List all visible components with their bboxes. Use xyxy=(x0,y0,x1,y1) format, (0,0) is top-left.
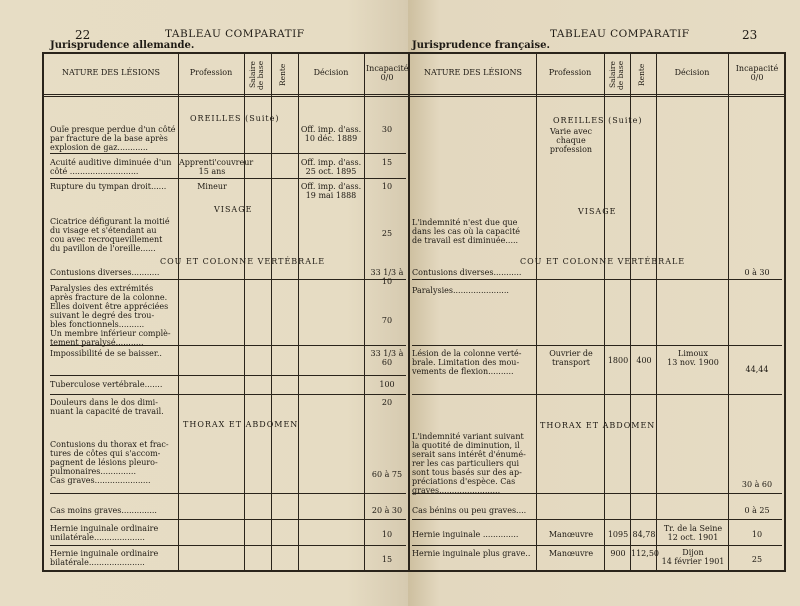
right-row-7-nature: Hernie inguinale .............. xyxy=(412,530,519,539)
left-page-number: 22 xyxy=(75,28,91,42)
left-row-2-nature: Acuité auditive diminuée d'un côté ........................... xyxy=(50,158,172,176)
left-row-12-incap: 10 xyxy=(381,530,393,539)
right-section-thorax: THORAX ET ABDOMEN xyxy=(540,421,656,430)
left-header-rente: Rente xyxy=(278,63,287,87)
left-row-12-nature: Hernie inguinale ordinaire unilatérale.................... xyxy=(50,524,159,542)
left-row-4-nature: Cicatrice défigurant la moitié du visage et s'étendant au cou avec recroquevillement du pavillon de l'oreille...... xyxy=(50,217,170,253)
right-header-decision: Décision xyxy=(674,68,710,77)
left-row-11-nature: Cas moins graves.............. xyxy=(50,506,157,515)
left-row-1-nature: Ouïe presque perdue d'un côté par fracture de la base après explosion de gaz............ xyxy=(50,125,176,152)
right-subtitle: Jurisprudence française. xyxy=(412,40,550,51)
left-row-6-incap: 70 xyxy=(381,316,393,325)
left-header-salaire: Salaire de base xyxy=(248,60,265,90)
left-row-5-nature: Contusions diverses........... xyxy=(50,268,160,277)
right-row-8-salaire: 900 xyxy=(610,549,626,558)
right-row-8-profession: Manœuvre xyxy=(548,549,594,558)
right-row-7-incap: 10 xyxy=(751,530,763,539)
right-header-profession: Profession xyxy=(548,68,592,77)
right-row-8-nature: Hernie inguinale plus grave.. xyxy=(412,549,531,558)
left-row-11-incap: 20 à 30 xyxy=(371,506,403,515)
right-row-8-rente: 112,50 xyxy=(631,549,659,558)
right-row-5-incap: 30 à 60 xyxy=(741,480,773,489)
left-header-profession: Profession xyxy=(189,68,233,77)
right-running-title: TABLEAU COMPARATIF xyxy=(550,28,690,40)
right-row-1-nature: L'indemnité n'est due que dans les cas où la capacité de travail est diminuée..... xyxy=(412,218,521,245)
left-row-3-incap: 10 xyxy=(381,182,393,191)
right-row-6-nature: Cas bénins ou peu graves.... xyxy=(412,506,527,515)
left-row-13-nature: Hernie inguinale ordinaire bilatérale...................... xyxy=(50,549,159,567)
left-header-nature: NATURE DES LÉSIONS xyxy=(62,68,160,77)
right-header-nature: NATURE DES LÉSIONS xyxy=(424,68,522,77)
left-header-decision: Décision xyxy=(313,68,349,77)
right-row-4-profession: Ouvrier de transport xyxy=(549,349,593,367)
left-section-oreilles: OREILLES (Suite) xyxy=(190,114,280,123)
left-row-1-decision: Off. imp. d'ass. 10 déc. 1889 xyxy=(300,125,362,143)
left-row-3-nature: Rupture du tympan droit...... xyxy=(50,182,167,191)
left-row-4-incap: 25 xyxy=(381,229,393,238)
right-row-6-incap: 0 à 25 xyxy=(744,506,770,515)
right-row-2-incap: 0 à 30 xyxy=(744,268,770,277)
left-row-3-decision: Off. imp. d'ass. 19 mai 1888 xyxy=(300,182,362,200)
right-row-3-nature: Paralysies...................... xyxy=(412,286,509,295)
right-section-cou: COU ET COLONNE VERTÉBRALE xyxy=(520,257,686,266)
right-section-visage: VISAGE xyxy=(578,207,617,216)
left-row-2-incap: 15 xyxy=(381,158,393,167)
left-row-5-incap: 33 1/3 à 10 xyxy=(370,268,404,286)
left-row-10-incap: 60 à 75 xyxy=(371,470,403,479)
left-section-cou: COU ET COLONNE VERTÉBRALE xyxy=(160,257,326,266)
right-section-oreilles: OREILLES (Suite) xyxy=(553,116,643,125)
left-header-incapacite: Incapacité 0/0 xyxy=(366,64,408,82)
left-row-2-profession: Apprenti'couvreur 15 ans xyxy=(179,158,254,176)
right-row-4-nature: Lésion de la colonne verté- brale. Limitation des mou- vements de flexion.......... xyxy=(412,349,522,376)
right-row-8-decision: Dijon 14 février 1901 xyxy=(661,548,725,566)
right-header-rente: Rente xyxy=(637,63,646,87)
left-section-thorax: THORAX ET ABDOMEN xyxy=(183,420,299,429)
right-row-7-decision: Tr. de la Seine 12 oct. 1901 xyxy=(663,524,723,542)
right-page xyxy=(408,0,800,606)
left-row-3-profession: Mineur xyxy=(197,182,227,191)
right-row-4-incap: 44,44 xyxy=(745,365,769,374)
right-page-number: 23 xyxy=(742,28,758,42)
right-header-incapacite: Incapacité 0/0 xyxy=(735,64,779,82)
left-row-7-incap: 33 1/3 à 60 xyxy=(370,349,404,367)
left-subtitle: Jurisprudence allemande. xyxy=(50,40,195,51)
left-row-9-nature: Douleurs dans le dos dimi- nuant la capacité de travail. xyxy=(50,398,164,416)
left-row-9-incap: 20 xyxy=(381,398,393,407)
left-row-2-decision: Off. imp. d'ass. 25 oct. 1895 xyxy=(300,158,362,176)
left-running-title: TABLEAU COMPARATIF xyxy=(165,28,305,40)
right-row-7-salaire: 1095 xyxy=(607,530,629,539)
right-row-7-profession: Manœuvre xyxy=(548,530,594,539)
left-row-8-nature: Tuberculose vertébrale....... xyxy=(50,380,163,389)
left-row-10-nature: Contusions du thorax et frac- tures de côtes qui s'accom- pagnent de lésions pleuro- pulmonaires.............. Cas graves...................... xyxy=(50,440,169,485)
left-row-1-incap: 30 xyxy=(381,125,393,134)
left-row-8-incap: 100 xyxy=(379,380,395,389)
left-section-visage: VISAGE xyxy=(214,205,253,214)
right-row-7-rente: 84,78 xyxy=(632,530,656,539)
right-row-5-nature: L'indemnité variant suivant la quotité de diminution, il serait sans intérêt d'énumé- rer les cas particuliers qui sont tous basés sur des ap- préciations d'espèce. Cas graves........................ xyxy=(412,432,526,495)
right-row-8-incap: 25 xyxy=(751,555,763,564)
right-row-4-decision: Limoux 13 nov. 1900 xyxy=(667,349,719,367)
right-oreilles-profession: Varie avec chaque profession xyxy=(549,127,593,154)
right-row-4-salaire: 1800 xyxy=(607,356,629,365)
left-row-7-nature: Impossibilité de se baisser.. xyxy=(50,349,162,358)
left-row-6-nature: Paralysies des extrémités après fracture de la colonne. Elles doivent être appréciées suivant le degré des trou- bles fonctionnels.......... Un membre inférieur complè- tement paralysé........... xyxy=(50,284,171,347)
right-row-4-rente: 400 xyxy=(636,356,652,365)
left-row-13-incap: 15 xyxy=(381,555,393,564)
right-row-2-nature: Contusions diverses........... xyxy=(412,268,522,277)
right-header-salaire: Salaire de base xyxy=(608,60,625,90)
